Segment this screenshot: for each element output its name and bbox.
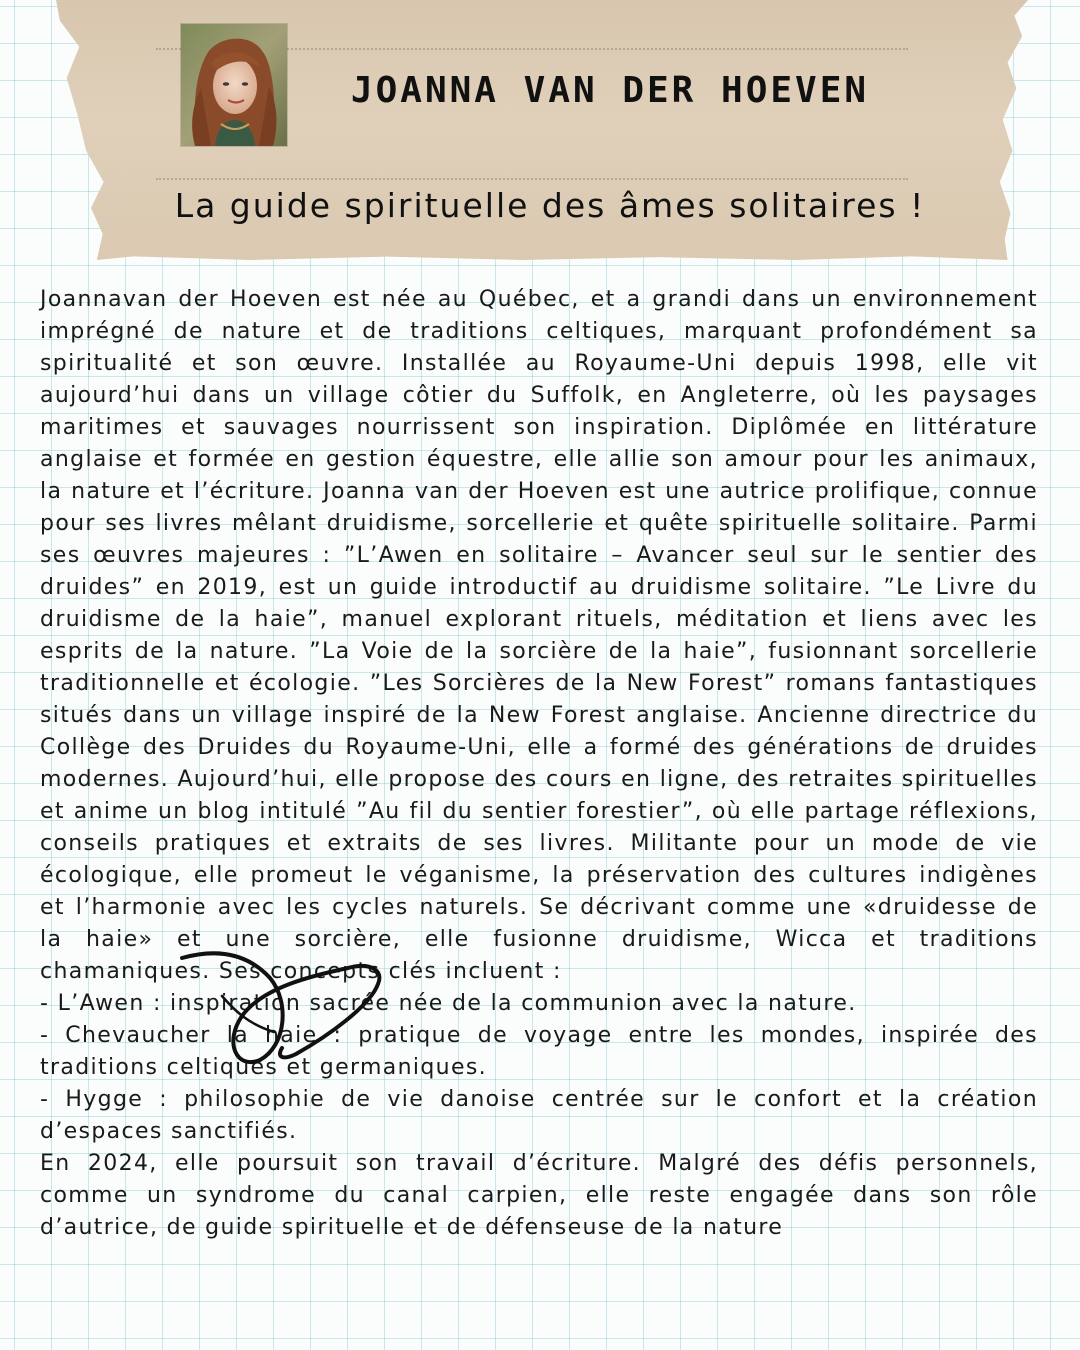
portrait-photo bbox=[180, 23, 288, 147]
page-subtitle: La guide spirituelle des âmes solitaires ! bbox=[174, 186, 926, 225]
biography-paragraph: - Chevaucher la haie : pratique de voyage entre les mondes, inspirée des traditions celtiques et germaniques. bbox=[40, 1023, 1038, 1080]
page-title: JOANNA VAN DER HOEVEN bbox=[350, 70, 870, 111]
biography-paragraph: - Hygge : philosophie de vie danoise centrée sur le confort et la création d’espaces sanctifiés. bbox=[40, 1087, 1038, 1144]
paper-dotted-rule bbox=[156, 178, 908, 180]
biography-text bbox=[40, 284, 1038, 1284]
biography-paragraph: - L’Awen : inspiration sacrée née de la communion avec la nature. bbox=[40, 991, 857, 1016]
biography-paragraph: En 2024, elle poursuit son travail d’écriture. Malgré des défis personnels, comme un syndrome du canal carpien, elle reste engagée dans son rôle d’autrice, de guide spirituelle et de défenseuse de la nature bbox=[40, 1151, 1038, 1240]
handwritten-signature-icon bbox=[178, 950, 393, 1065]
biography-paragraph: Joannavan der Hoeven est née au Québec, et a grandi dans un environnement imprégné de nature et de traditions celtiques, marquant profondément sa spiritualité et son œuvre. Installée au Royaume-Uni depuis 1998, elle vit aujourd’hui dans un village côtier du Suffolk, en Angleterre, où les paysages maritimes et sauvages nourrissent son inspiration. Diplômée en littérature anglaise et formée en gestion équestre, elle allie son amour pour les animaux, la nature et l’écriture. Joanna van der Hoeven est une autrice prolifique, connue pour ses livres mêlant druidisme, sorcellerie et quête spirituelle solitaire. Parmi ses œuvres majeures : ”L’Awen en solitaire – Avancer seul sur le sentier des druides” en 2019, est un guide introductif au druidisme solitaire. ”Le Livre du druidisme de la haie”, manuel explorant rituels, méditation et liens avec les esprits de la nature. ”La Voie de la sorcière de la haie”, fusionnant sorcellerie traditionnelle et écologie. ”Les Sorcières de la New Forest” romans fantastiques situés dans un village inspiré de la New Forest anglaise. Ancienne directrice du Collège des Druides du Royaume-Uni, elle a formé des générations de druides modernes. Aujourd’hui, elle propose des cours en ligne, des retraites spirituelles et anime un blog intitulé ”Au fil du sentier forestier”, où elle partage réflexions, conseils pratiques et extraits de ses livres. Militante pour un mode de vie écologique, elle promeut le véganisme, la préservation des cultures indigènes et l’harmonie avec les cycles naturels. Se décrivant comme une «druidesse de la haie» et une sorcière, elle fusionne druidisme, Wicca et traditions chamaniques. Ses concepts clés incluent : bbox=[40, 287, 1038, 984]
